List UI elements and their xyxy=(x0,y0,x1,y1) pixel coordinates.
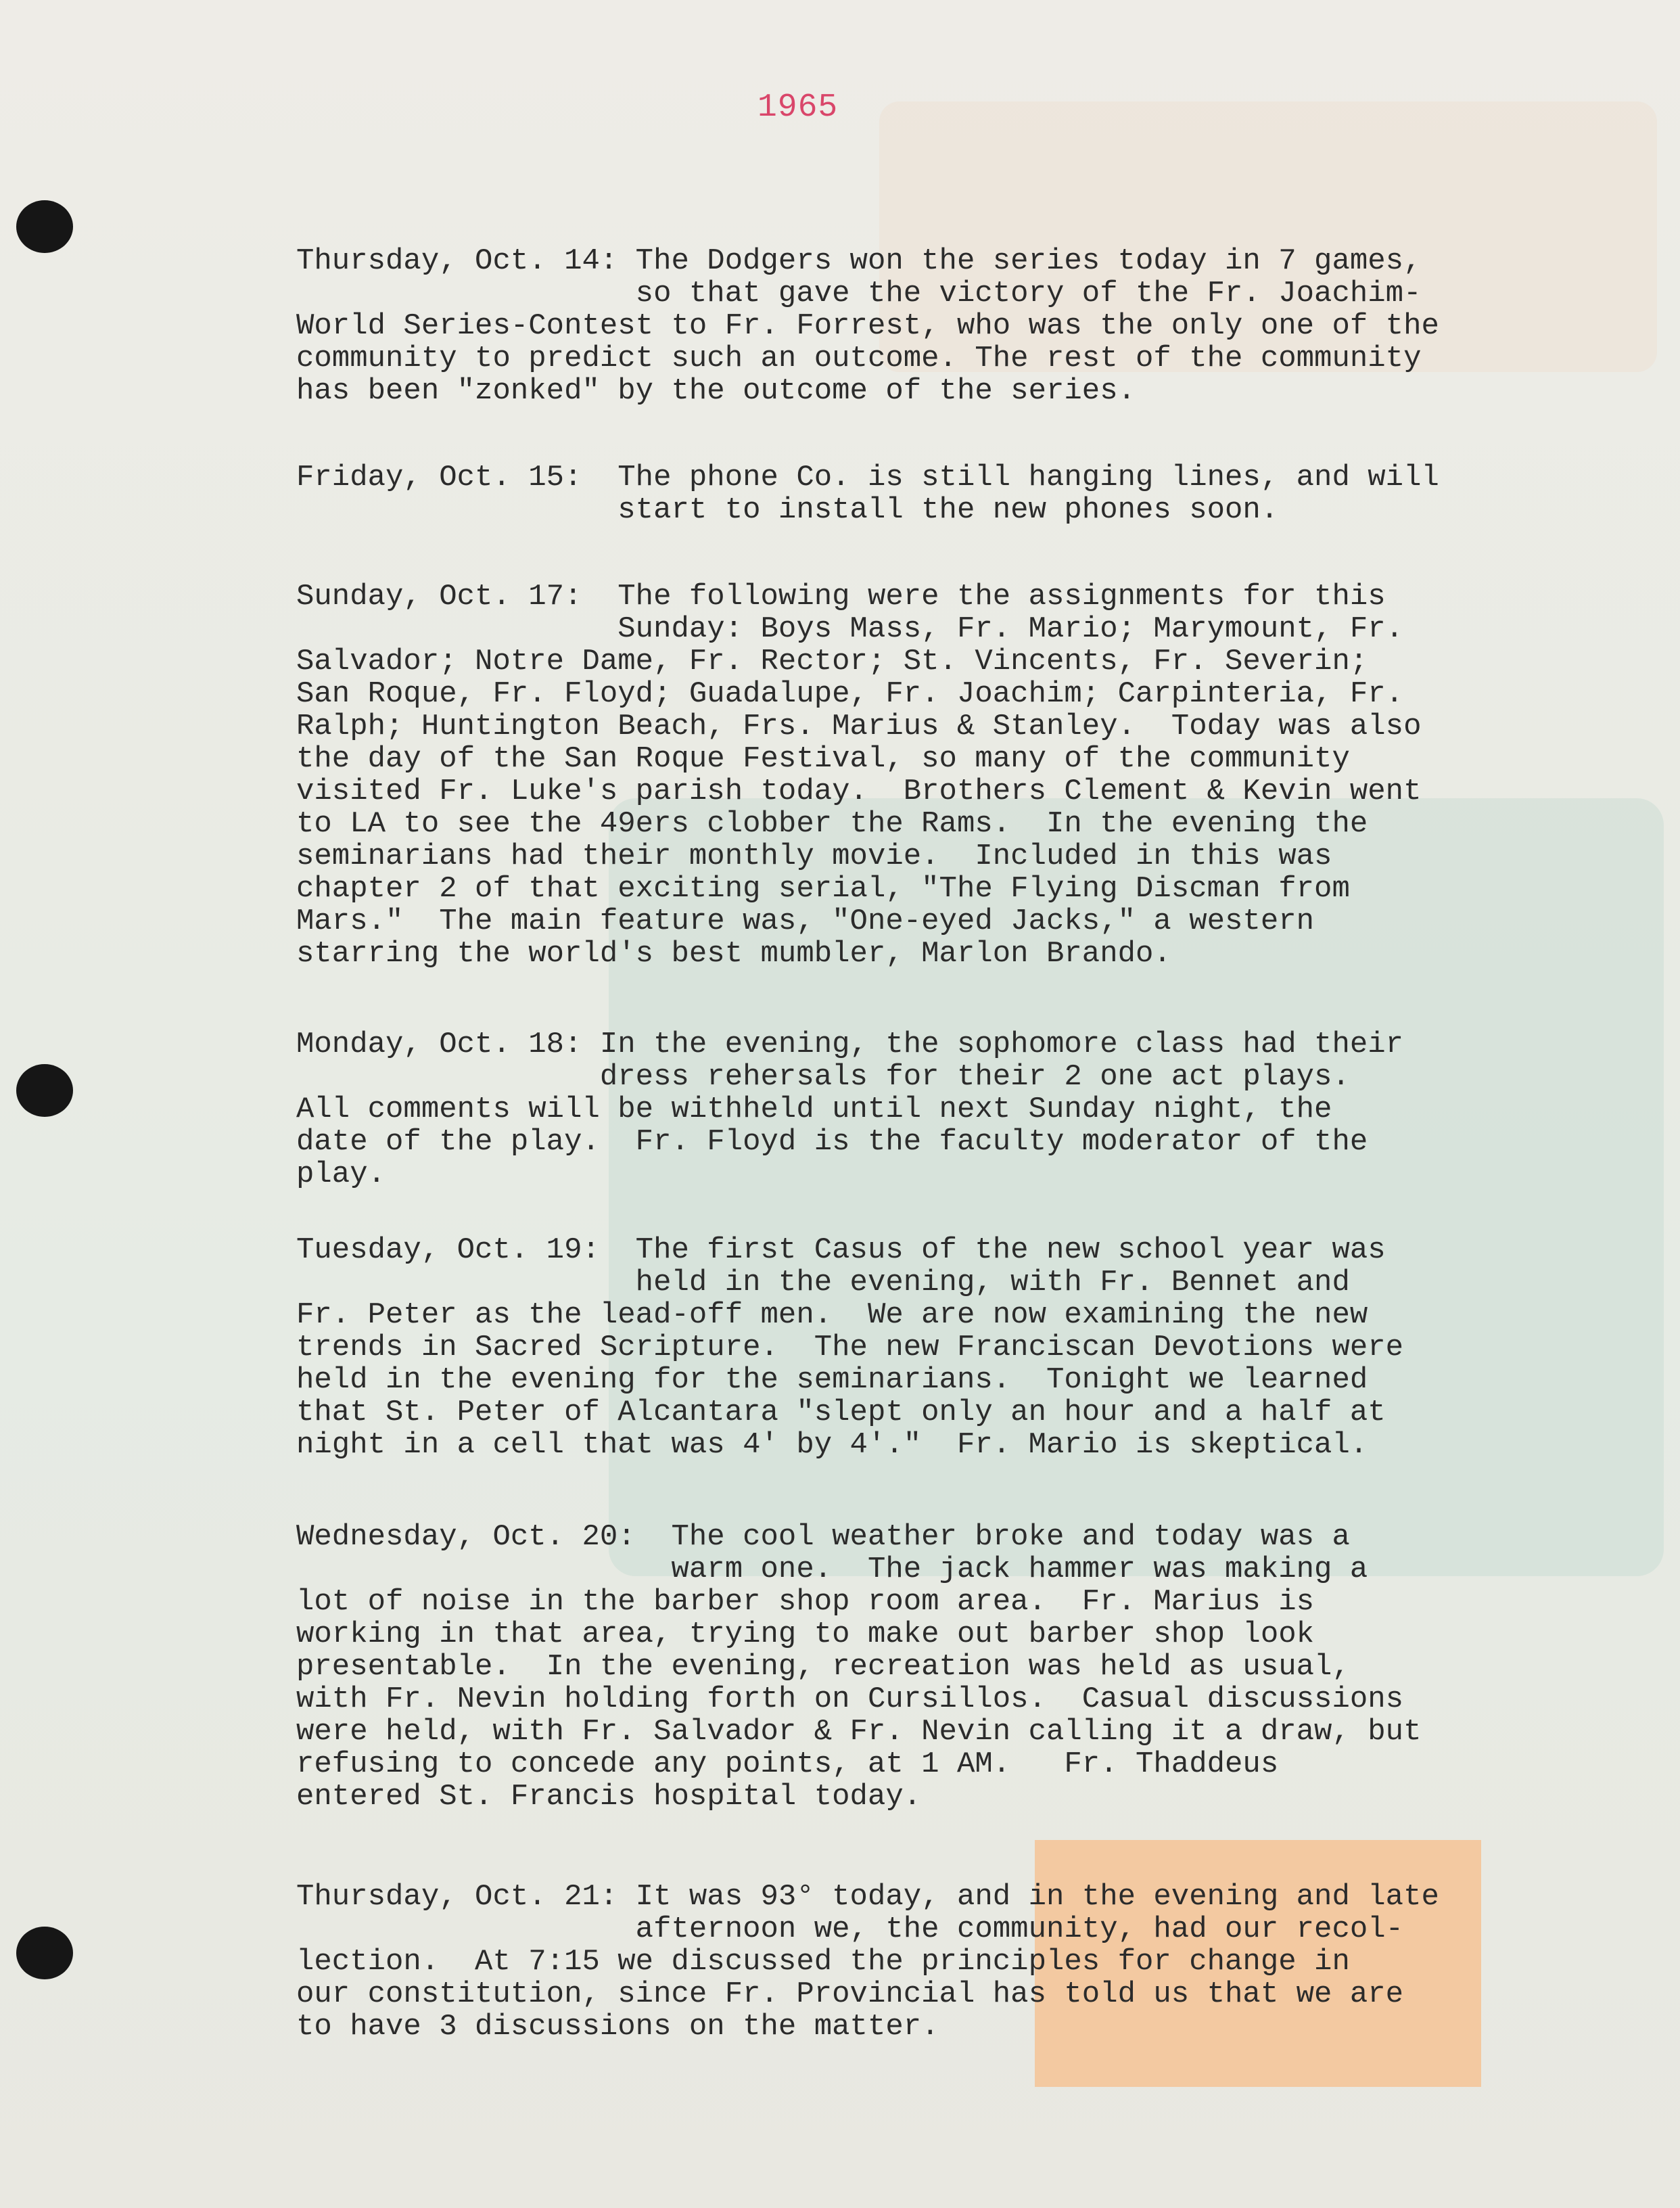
binder-hole xyxy=(16,1064,73,1117)
year-note: 1965 xyxy=(757,89,839,126)
diary-entry-oct-14: Thursday, Oct. 14: The Dodgers won the series today in 7 games, so that gave the victory of the Fr. Joachim- World Series-Contest to Fr. Forrest, who was the only one of the community to predict such an outcome. The rest of the community has been "zonked" by the outcome of the series. xyxy=(296,244,1439,408)
diary-entry-oct-15: Friday, Oct. 15: The phone Co. is still hanging lines, and will start to install the new phones soon. xyxy=(296,461,1439,527)
diary-entry-oct-20: Wednesday, Oct. 20: The cool weather broke and today was a warm one. The jack hammer was making a lot of noise in the barber shop room area. Fr. Marius is working in that area, trying to make out barber shop look presentable. In the evening, recreation was held as usual, with Fr. Nevin holding forth on Cursillos. Casual discussions were held, with Fr. Salvador & Fr. Nevin calling it a draw, but refusing to concede any points, at 1 AM. Fr. Thaddeus entered St. Francis hospital today. xyxy=(296,1520,1422,1814)
diary-entry-oct-19: Tuesday, Oct. 19: The first Casus of the new school year was held in the evening, with Fr. Bennet and Fr. Peter as the lead-off men. We are now examining the new trends in Sacred Scripture. The new Franciscan Devotions were held in the evening for the seminarians. Tonight we learned that St. Peter of Alcantara "slept only an hour and a half at night in a cell that was 4' by 4'." Fr. Mario is skeptical. xyxy=(296,1233,1404,1462)
binder-hole xyxy=(16,200,73,253)
diary-entry-oct-18: Monday, Oct. 18: In the evening, the sophomore class had their dress rehersals for their 2 one act plays. All comments will be withheld until next Sunday night, the date of the play. Fr. Floyd is the faculty moderator of the play. xyxy=(296,1028,1404,1191)
diary-entry-oct-21: Thursday, Oct. 21: It was 93° today, and in the evening and late afternoon we, the community, had our recol- lection. At 7:15 we discussed the principles for change in our constitution, since Fr. Provincial has told us that we are to have 3 discussions on the matter. xyxy=(296,1880,1439,2044)
binder-hole xyxy=(16,1927,73,1979)
diary-entry-oct-17: Sunday, Oct. 17: The following were the assignments for this Sunday: Boys Mass, Fr. Mario; Marymount, Fr. Salvador; Notre Dame, Fr. Rector; St. Vincents, Fr. Severin; San Roque, Fr. Floyd; Guadalupe, Fr. Joachim; Carpinteria, Fr. Ralph; Huntington Beach, Frs. Marius & Stanley. Today was also the day of the San Roque Festival, so many of the community visited Fr. Luke's parish today. Brothers Clement & Kevin went to LA to see the 49ers clobber the Rams. In the evening the seminarians had their monthly movie. Included in this was chapter 2 of that exciting serial, "The Flying Discman from Mars." The main feature was, "One-eyed Jacks," a western starring the world's best mumbler, Marlon Brando. xyxy=(296,580,1422,971)
